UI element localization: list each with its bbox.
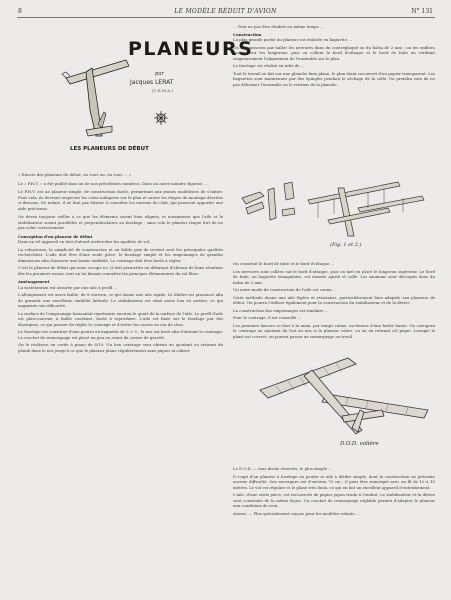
subheading: Construction	[233, 31, 262, 37]
paragraph: La robustesse, la simplicité de construction et un faible prix de revient sont les principales qualités recherchées. L'aile doit être d'une seule pièce, le fuselage simple et les empennages de grandes dimensions afin d'assurer une bonne stabilité. Le centrage doit être facile à régler.	[18, 246, 223, 263]
paragraph: Tout le travail se fait sur une planche bien plane, le plan étant recouvert d'un papier transparent. Les baguettes sont maintenues par des épingles pendant le séchage de la colle. On prendra soin de ne pas déformer l'ensemble en le retirant de la planche.	[233, 70, 435, 87]
paragraph: Pour le centrage, il est conseillé ...	[233, 315, 302, 320]
subheading: Aménagement	[18, 279, 50, 284]
text-column-right-middle	[233, 261, 435, 339]
page-number: 8	[18, 8, 22, 15]
paragraph: L'allongement est assez faible, de 8 environ, ce qui donne une aile rigide. Le dièdre est prononcé afin de garantir une excellente stabilité latérale. Le stabilisateur est situé assez loin en arrière, ce qui augmente son efficacité.	[18, 292, 223, 308]
glider-drawing	[56, 48, 134, 148]
text-column-right-bottom	[233, 466, 435, 516]
paragraph: On commencera par tailler les nervures dans du contreplaqué ou du balsa de 2 mm ; on les enfilera ensuite sur les longerons, puis on collera le bord d'attaque et le bord de fuite en vérifiant soigneusement l'alignement de l'ensemble sur le plan.	[233, 44, 435, 61]
paragraph: La surface de l'empennage horizontal représente environ le quart de la surface de l'aile. Le profil d'aile est plan-convexe, à faible courbure, facile à reproduire. L'aile est fixée sur le fuselage par des élastiques, ce qui permet de régler le centrage et d'éviter les casses en cas de choc.	[18, 310, 223, 327]
paragraph: Cette méthode donne une aile légère et résistante, particulièrement bien adaptée aux planeurs de début. On pourra l'utiliser également pour la construction du stabilisateur et de la dérive.	[233, 294, 435, 305]
paragraph: ... Peut ne pas être étudiée en même temps ...	[233, 24, 324, 29]
paragraph: Le D.O.D. — tous droits réservés, le plus simple ...	[233, 466, 332, 471]
paragraph: C'est le planeur de début qui nous occupe ici. Il doit permettre au débutant d'obtenir de bons résultats dès les premiers essais, tout en lui faisant connaître les principes élémentaires du vol libre.	[18, 265, 223, 276]
paragraph: Le fuselage est réalisé en tube de ...	[233, 63, 305, 68]
header-rule	[17, 17, 435, 18]
author-name: Jacques LERAT	[130, 79, 174, 86]
paragraph: L'aile, d'une seule pièce, est recouverte de papier japon tendu à l'enduit. Le stabilisateur et la dérive sont construits de la même façon. Un crochet de remorquage réglable permet d'adapter le planeur aux conditions de vent.	[233, 492, 435, 508]
paragraph: La construction des empennages est similaire ...	[233, 307, 329, 313]
byline-prefix: par	[155, 71, 164, 77]
text-column-right-top	[233, 24, 435, 87]
paragraph: Le P.H.V. est un planeur simple, de construction facile, permettant aux jeunes modélistes de s'initier. Pour cela, ils devront respecter les cotes indiquées sur le plan et suivre les étapes de montage décrites ci-dessous. De même, il ne faut pas hésiter à consulter les anciens du club, qui pourront apporter une aide précieuse.	[18, 189, 223, 211]
paragraph: On construit le bord de fuite et le bord d'attaque ...	[233, 261, 335, 266]
author-club: (C.E.M.A.)	[152, 88, 174, 93]
issue-number: N° 131	[411, 8, 433, 15]
paragraph: La plus grande partie du planeur est réalisée en baguette ...	[233, 37, 352, 42]
paragraph: Un autre mode de construction de l'aile est connu ...	[233, 287, 337, 292]
construction-figure	[238, 178, 433, 240]
paragraph: Dans un tel appareil on doit d'abord rechercher les qualités de vol...	[18, 239, 153, 244]
subheading: Conception d'un planeur de début	[18, 233, 93, 239]
paragraph: Il s'agit d'un planeur à fuselage en poutre et aile à dièdre simple, dont la construction ne présente aucune difficulté. Son envergure est d'environ 70 cm ; il peut être remorqué avec un fil de 10 à 15 mètres. Le vol est régulier et le plané très doux, ce qui en fait un excellent appareil d'entraînement.	[233, 473, 435, 490]
paragraph: On le réalisera en corde à piano de 8/10. Un bon centrage sera obtenu en ajoutant ou retirant du plomb dans le nez jusqu'à ce que le planeur plane régulièrement sans piquer ni cabrer.	[18, 342, 223, 353]
paragraph: Avions. — Plus spécialement conçus pour les modèles volants ...	[233, 510, 360, 516]
paragraph: Le fuselage est constitué d'une poutre en baguette de 5 × 5 ; le nez est lesté afin d'obtenir le centrage. Le crochet de remorquage est placé un peu en avant du centre de gravité.	[18, 329, 223, 340]
star-emblem-icon	[153, 110, 169, 126]
paragraph: Le « P.H.V. » a été publié dans un de nos précédents numéros. Dans un autre numéro figurait ...	[18, 180, 208, 186]
section-heading: LES PLANEURS DE DÉBUT	[70, 146, 149, 152]
article-title: PLANEURS	[128, 38, 254, 60]
paragraph: « Encore des planeurs de début, en voici un, en voici ... »	[18, 172, 132, 177]
figure-caption: D.O.D. volière	[340, 441, 379, 447]
paragraph: Les nervures sont collées sur le bord d'attaque, puis on met en place le longeron supérieur. Le bord de fuite, en baguette triangulaire, est ensuite ajusté et collé. Les saumons sont découpés dans du balsa de 3 mm.	[233, 268, 435, 285]
paragraph: On devra toujours veiller à ce que les éléments soient bien alignés, et notamment que l'aile et le stabilisateur soient parallèles et perpendiculaires au fuselage ; sans cela le planeur risque fort de ne pas voler correctement.	[18, 214, 223, 230]
paragraph: Les premiers lancers se font à la main, par temps calme, au-dessus d'une herbe haute. On corrigera le centrage en ajoutant du lest au nez si le planeur cabre, ou en en retirant s'il pique. Lorsque le plané est correct, on pourra passer au remorquage au treuil.	[233, 322, 435, 339]
figure-caption: (Fig. 1 et 2.)	[330, 242, 362, 248]
text-column-left	[18, 172, 223, 353]
magazine-title: LE MODÈLE RÉDUIT D'AVION	[174, 8, 277, 15]
paragraph: La sustentation est assurée par une aile à profil ...	[18, 284, 118, 290]
dod-glider-drawing	[252, 350, 432, 445]
